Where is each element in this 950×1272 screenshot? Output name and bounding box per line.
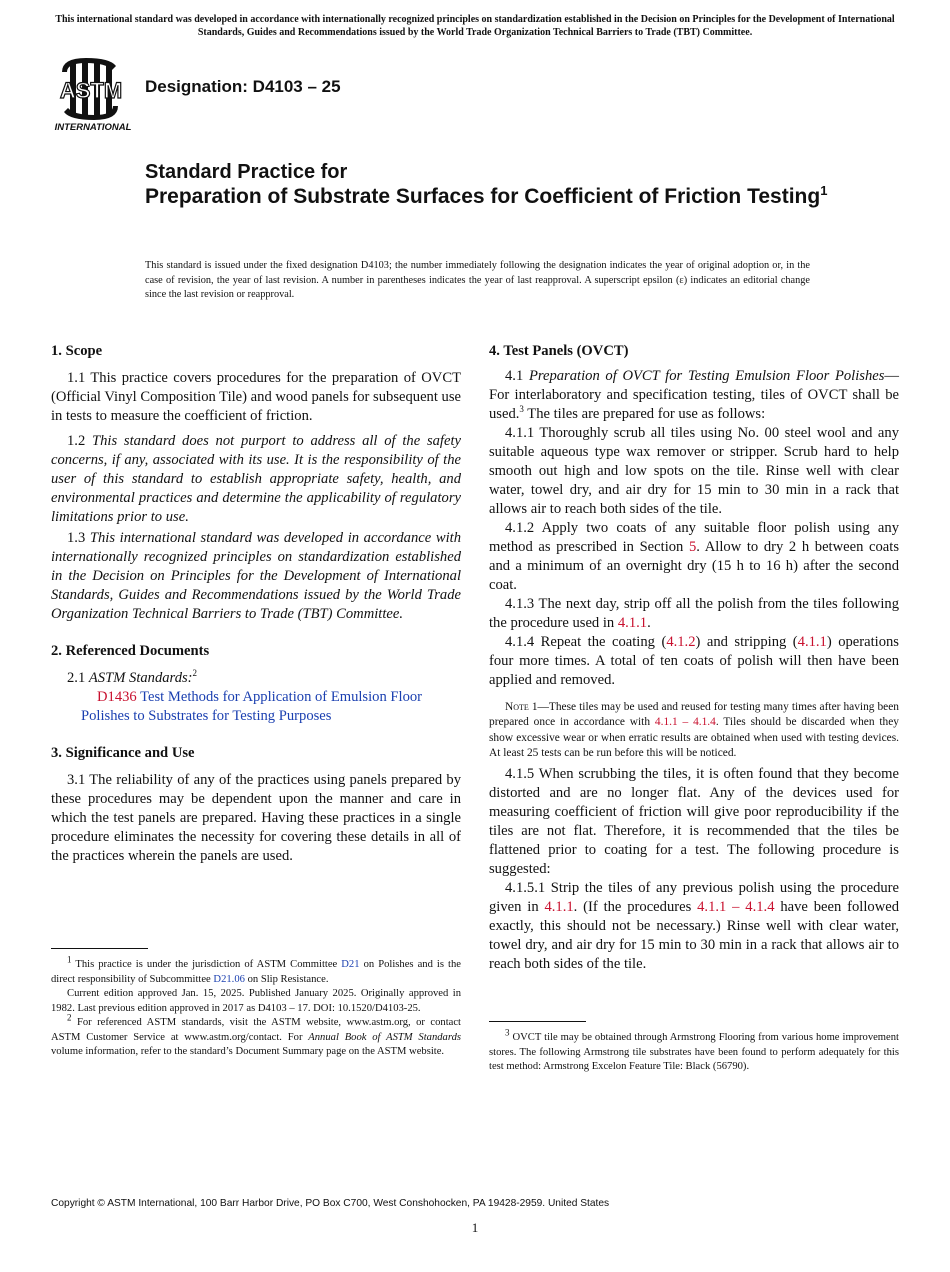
para-4-1-1: 4.1.1 Thoroughly scrub all tiles using No. 00 steel wool and any suitable aqueous type wax remover or stripper. Scrub hard to help smooth out high and low spots on the tile. Rinse well with clear water, towel dry, and air dry for 15 min to 30 min in a rack that allows air to reach both sides of the tile.	[489, 425, 899, 517]
section-4-heading: 4. Test Panels (OVCT)	[489, 343, 629, 359]
astm-logo	[52, 56, 136, 132]
link-4-1-1-to-4-1-4[interactable]: 4.1.1 – 4.1.4	[654, 716, 716, 729]
footnote-1: $^1$ This practice is under the jurisdiction of ASTM Committee D21 on Polishes and is the direct responsibility of Subcommittee D21.06 on Slip Resistance.	[51, 954, 461, 985]
page-number: 1	[471, 1220, 479, 1235]
para-4-1-5-1: 4.1.5.1 Strip the tiles of any previous polish using the procedure given in 4.1.1. (If the procedures 4.1.1 – 4.1.4 have been followed exactly, this should not be necessary.) Rinse well with clear water, towel dry, and air dry for 15 min to 30 min in a rack that allows air to reach both sides of the tile.	[489, 880, 900, 973]
link-d21-06[interactable]: D21.06	[213, 973, 245, 985]
para-1-3: 1.3 This international standard was developed in accordance with internationally recognized principles on standardization established in the Decision on Principles for the Development of International Standards, Guides and Recommendations issued by the World Trade Organization Technical Barriers to Trade (TBT) Committee.	[51, 530, 462, 622]
footnote-2: $^2$ For referenced ASTM standards, visit the ASTM website, www.astm.org, or contact ASTM Customer Service at www.astm.org/contact. For Annual Book of ASTM Standards volume information, refer to the standard’s Document Summary page on the ASTM website.	[51, 1012, 461, 1057]
ref-d1436[interactable]	[51, 688, 461, 726]
designation: Designation: D4103 – 25	[145, 77, 341, 96]
link-section-5[interactable]: 5	[688, 539, 697, 555]
title-main: Preparation of Substrate Surfaces for Coefficient of Friction Testing	[145, 185, 821, 208]
logo-sub: INTERNATIONAL	[54, 122, 132, 132]
footnote-rule-left	[51, 948, 148, 949]
link-4-1-1[interactable]: 4.1.1	[617, 615, 648, 631]
section-1-heading: 1. Scope	[51, 343, 103, 359]
footnotes-left	[51, 954, 461, 1060]
right-column	[489, 342, 899, 974]
section-2-heading: 2. Referenced Documents	[51, 643, 210, 659]
ref-title-link[interactable]: Test Methods for Application of Emulsion Floor Polishes to Substrates for Testing Purposes	[81, 689, 423, 724]
link-4-1-1[interactable]: 4.1.1	[544, 899, 574, 916]
link-d21[interactable]: D21	[341, 959, 360, 970]
left-column	[51, 342, 461, 866]
title-line2	[145, 184, 865, 210]
title-line1: Standard Practice for	[145, 161, 348, 183]
link-4-1-2[interactable]: 4.1.2	[666, 634, 696, 650]
ref-code-link[interactable]: D1436	[97, 689, 137, 705]
footnote-3: $^3$ OVCT tile may be obtained through Armstrong Flooring from various home improvement stores. The following Armstrong tile substrates have been found to perform adequately for this test method: Armstrong Excelon Feature Tile: Black (56790).	[489, 1027, 899, 1072]
para-4-1-5: 4.1.5 When scrubbing the tiles, it is often found that they become distorted and are no longer flat. Any of the devices used for measuring coefficient of friction will give poor reproducibility if the tiles are not flat. Therefore, it is recommended that the tiles be flattened prior to coating for a test. The following procedure is suggested:	[489, 766, 899, 878]
footnotes-right	[489, 1027, 899, 1075]
copyright: Copyright © ASTM International, 100 Barr Harbor Drive, PO Box C700, West Conshohocken, PA 19428-2959. United States	[51, 1198, 610, 1209]
para-4-1: 4.1 Preparation of OVCT for Testing Emulsion Floor Polishes—For interlaboratory and specification testing, tiles of OVCT shall be used.$^3$ The tiles are prepared for use as follows:	[489, 368, 900, 422]
logo-text: ASTM	[59, 78, 123, 103]
para-4-1-2: 4.1.2 Apply two coats of any suitable floor polish using any method as prescribed in Section 5. Allow to dry 2 h between coats and a minimum of an overnight dry (15 h to 16 h) after the second coat.	[489, 520, 900, 593]
footnote-1-edition: Current edition approved Jan. 15, 2025. Published January 2025. Originally approved in 1982. Last previous edition approved in 2017 as D4103 – 17. DOI: 10.1520/D4103-25.	[51, 988, 461, 1014]
para-4-1-3: 4.1.3 The next day, strip off all the polish from the tiles following the procedure used in 4.1.1.	[489, 596, 899, 631]
note-1: Note 1—These tiles may be used and reused for testing many times after having been prepared once in accordance with 4.1.1 – 4.1.4. Tiles should be discarded when they show excessive wear or when erratic results are obtained when used with testing devices. At least 25 tests can be run before this will be noticed.	[489, 701, 900, 759]
para-3-1: 3.1 The reliability of any of the practices using panels prepared by these procedures may be dependent upon the manner and care in which the test panels are prepared. Having these practices in a single procedure eliminates the necessity for covering these details in all of the practices wherein the panels are used.	[51, 772, 461, 864]
para-2-1: 2.1 ASTM Standards:$^2$	[67, 668, 198, 686]
issue-note: This standard is issued under the fixed designation D4103; the number immediately following the designation indicates the year of original adoption or, in the case of revision, the year of last revision. A number in parentheses indicates the year of last reapproval. A superscript epsilon (ε) indicates an editorial change since the last revision or reapproval.	[145, 260, 810, 300]
link-4-1-1-to-4-1-4[interactable]: 4.1.1 – 4.1.4	[697, 899, 775, 916]
section-3-heading: 3. Significance and Use	[51, 745, 195, 761]
para-4-1-4: 4.1.4 Repeat the coating (4.1.2) and stripping (4.1.1) operations four more times. A total of ten coats of polish will then have been applied and removed.	[489, 634, 899, 688]
top-notice: This international standard was developed in accordance with internationally recognized principles on standardization established in the Decision on Principles for the Development of International Standards, Guides and Recommendations issued by the World Trade Organization Technical Barriers to Trade (TBT) Committee.	[55, 14, 895, 38]
para-1-1: 1.1 This practice covers procedures for the preparation of OVCT (Official Vinyl Composition Tile) and wood panels for subsequent use in tests to measure the coefficient of friction.	[51, 370, 462, 424]
link-4-1-1[interactable]: 4.1.1	[797, 634, 827, 650]
footnote-rule-right	[489, 1021, 586, 1022]
title-footnote-mark: 1	[820, 183, 828, 198]
title-block	[145, 160, 865, 210]
para-1-2: 1.2 This standard does not purport to address all of the safety concerns, if any, associated with its use. It is the responsibility of the user of this standard to establish appropriate safety, health, and environmental practices and determine the applicability of regulatory limitations prior to use.	[51, 433, 461, 525]
